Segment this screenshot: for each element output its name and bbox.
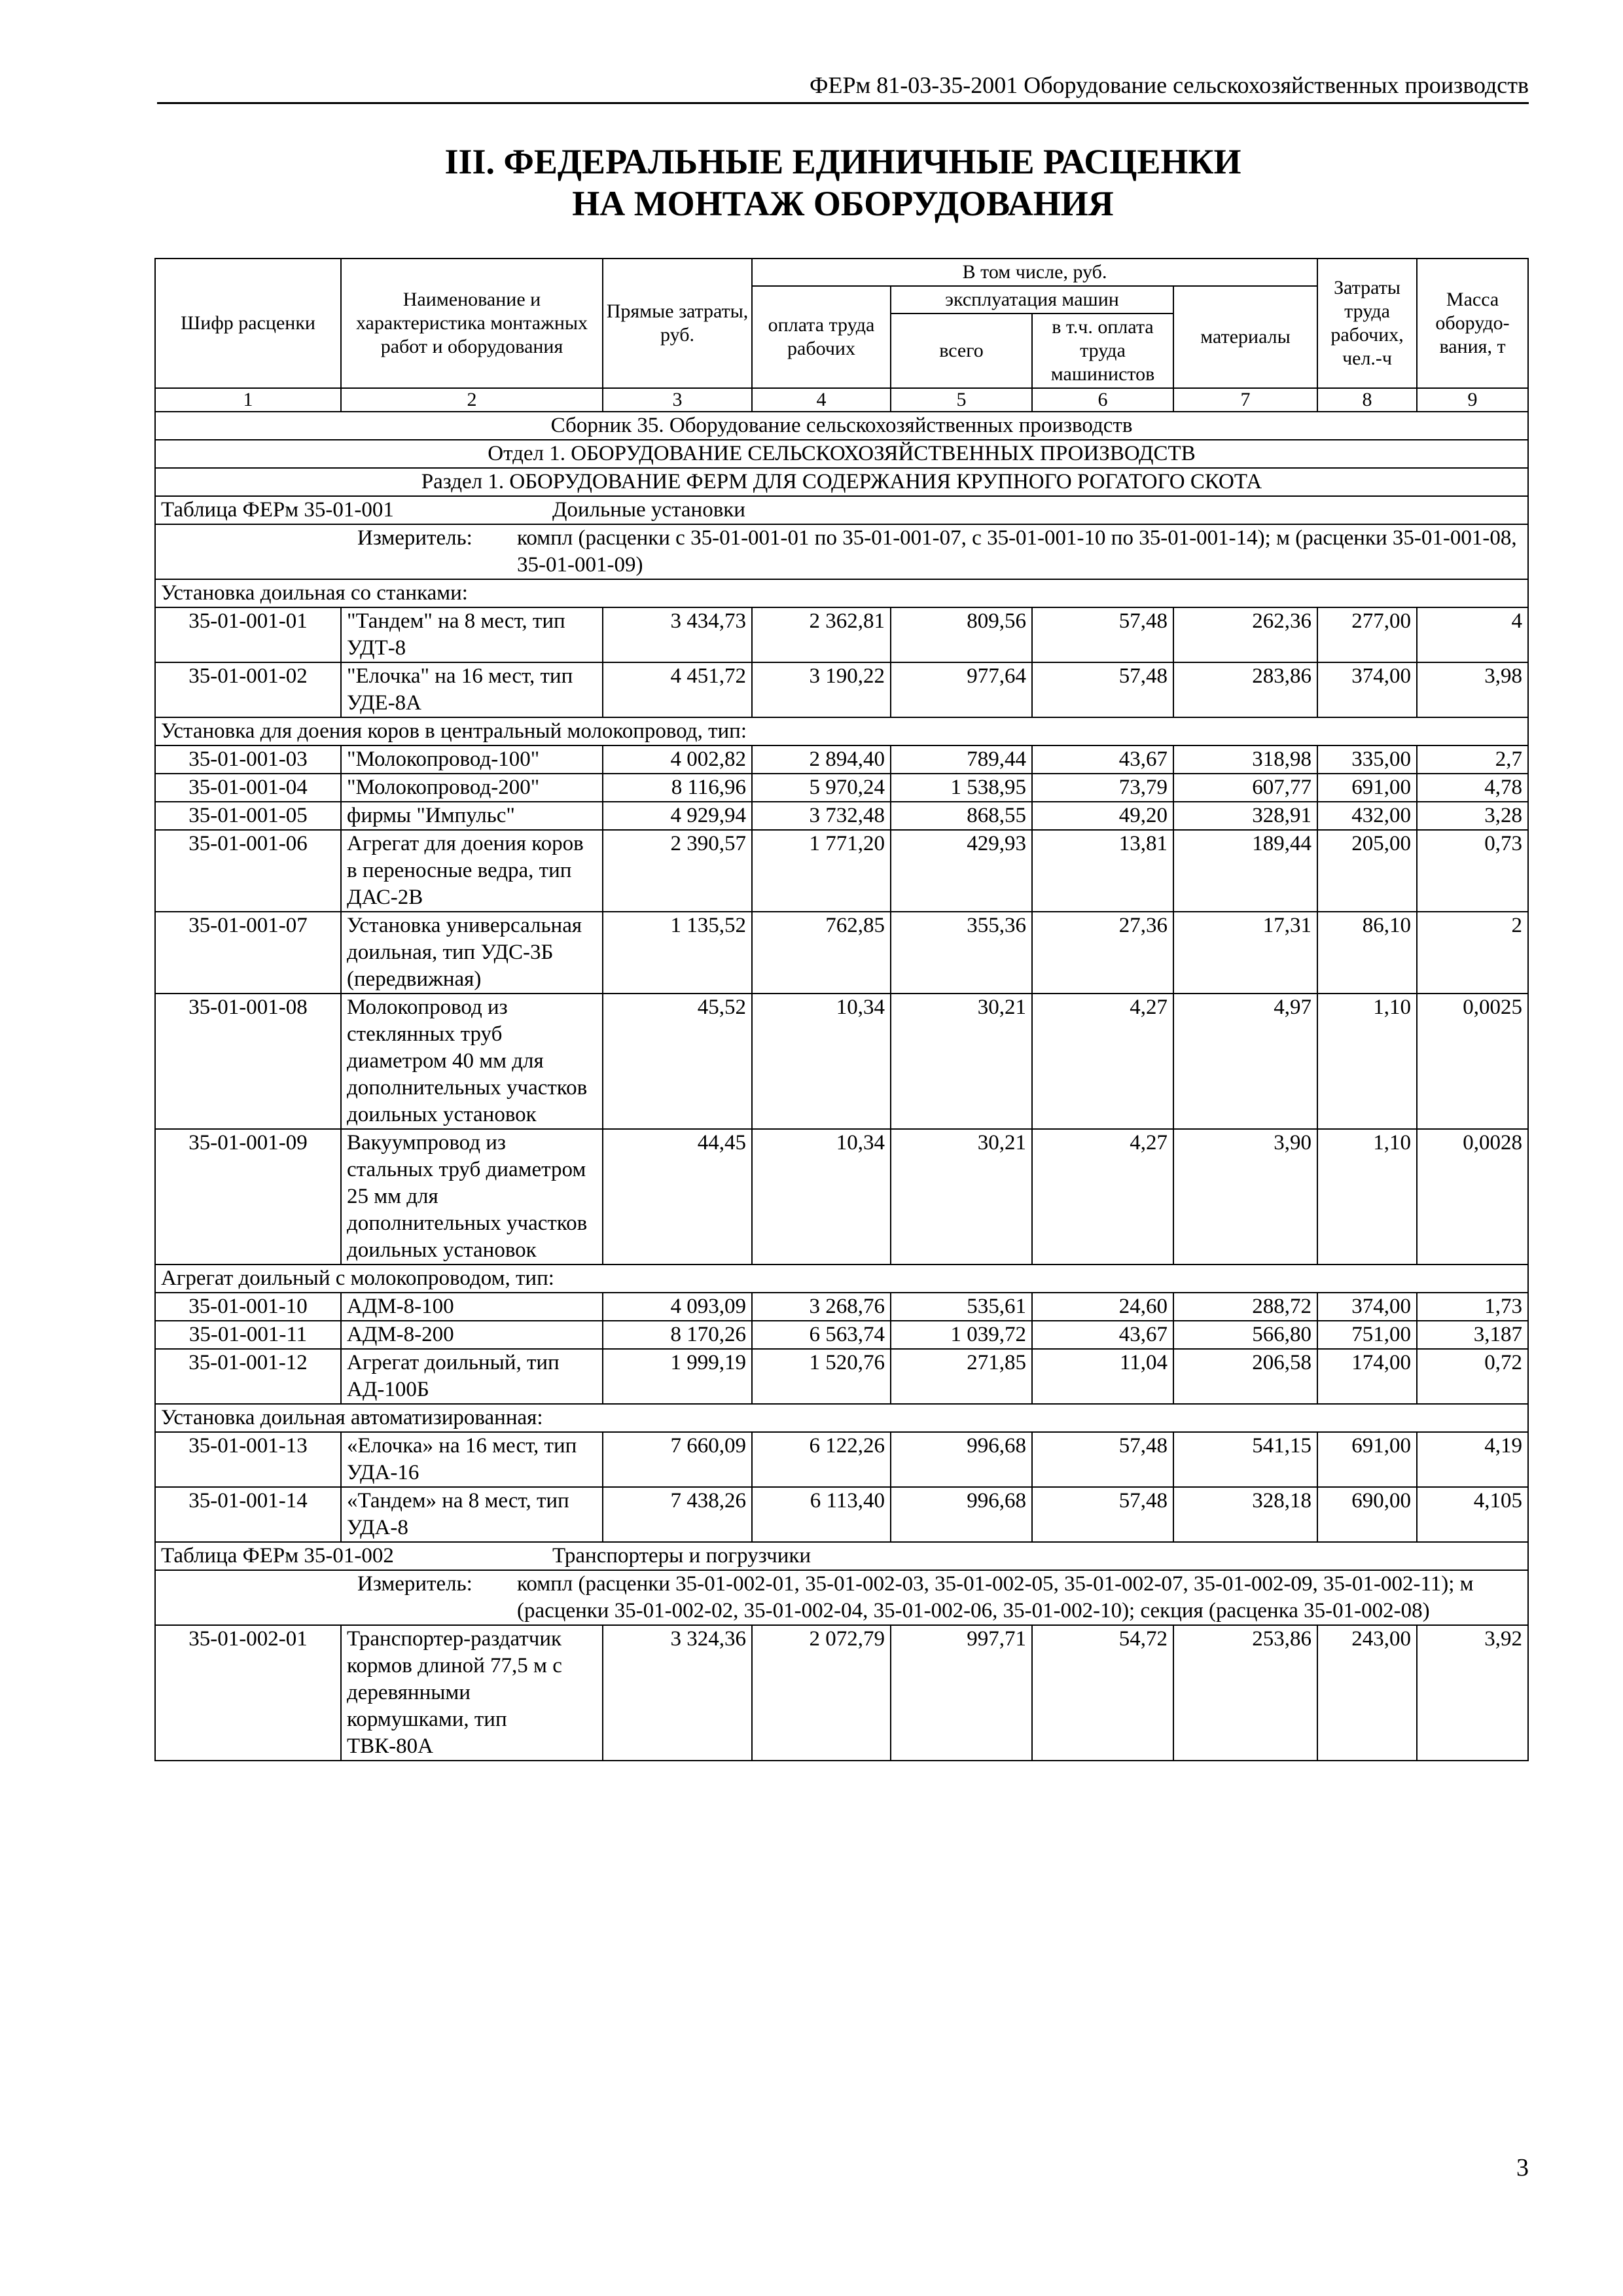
labor-pay: 3 732,48 bbox=[752, 802, 891, 830]
rate-code: 35-01-001-09 bbox=[155, 1129, 341, 1265]
materials: 566,80 bbox=[1173, 1321, 1317, 1349]
rate-name: "Елочка" на 16 мест, тип УДЕ-8А bbox=[341, 662, 603, 717]
header-labor-pay: оплата труда рабочих bbox=[752, 286, 891, 388]
materials: 328,91 bbox=[1173, 802, 1317, 830]
rate-code: 35-01-001-07 bbox=[155, 912, 341, 994]
table-row bbox=[155, 1129, 1528, 1265]
column-number: 1 bbox=[155, 388, 341, 412]
materials: 283,86 bbox=[1173, 662, 1317, 717]
direct-costs: 8 116,96 bbox=[603, 774, 752, 802]
machines-total: 1 039,72 bbox=[891, 1321, 1032, 1349]
machinists-pay: 49,20 bbox=[1032, 802, 1173, 830]
table-title: Транспортеры и погрузчики bbox=[552, 1544, 812, 1568]
materials: 206,58 bbox=[1173, 1349, 1317, 1404]
direct-costs: 4 093,09 bbox=[603, 1293, 752, 1321]
page-title-line-1: III. ФЕДЕРАЛЬНЫЕ ЕДИНИЧНЫЕ РАСЦЕНКИ bbox=[444, 142, 1241, 181]
table-row bbox=[155, 802, 1528, 830]
table-row bbox=[155, 912, 1528, 994]
table-caption bbox=[155, 496, 1528, 524]
column-number: 7 bbox=[1173, 388, 1317, 412]
table-row bbox=[155, 994, 1528, 1129]
rate-code: 35-01-001-13 bbox=[155, 1432, 341, 1487]
machines-total: 355,36 bbox=[891, 912, 1032, 994]
rate-name: "Молокопровод-200" bbox=[341, 774, 603, 802]
machines-total: 789,44 bbox=[891, 745, 1032, 774]
machinists-pay: 24,60 bbox=[1032, 1293, 1173, 1321]
labor-pay: 5 970,24 bbox=[752, 774, 891, 802]
machines-total: 868,55 bbox=[891, 802, 1032, 830]
direct-costs: 3 434,73 bbox=[603, 607, 752, 662]
machines-total: 271,85 bbox=[891, 1349, 1032, 1404]
labor-pay: 10,34 bbox=[752, 1129, 891, 1265]
machines-total: 997,71 bbox=[891, 1625, 1032, 1761]
column-number: 2 bbox=[341, 388, 603, 412]
group-row bbox=[155, 1265, 1528, 1293]
table-caption bbox=[155, 1542, 1528, 1570]
measure-label: Измеритель: bbox=[357, 1572, 473, 1596]
header-machines-total: всего bbox=[891, 314, 1032, 388]
machinists-pay: 13,81 bbox=[1032, 830, 1173, 912]
labor-pay: 6 563,74 bbox=[752, 1321, 891, 1349]
materials: 3,90 bbox=[1173, 1129, 1317, 1265]
table-row bbox=[155, 662, 1528, 717]
rates-table bbox=[154, 258, 1529, 1761]
machinists-pay: 11,04 bbox=[1032, 1349, 1173, 1404]
running-header: ФЕРм 81-03-35-2001 Оборудование сельскохозяйственных производств bbox=[157, 71, 1529, 104]
measure-text: компл (расценки 35-01-002-01, 35-01-002-03, 35-01-002-05, 35-01-002-07, 35-01-002-09, 35-01-002-11); м (расценки 35-01-002-02, 35-01-002-04, 35-01-002-06, 35-01-002-10); секция (расценка 35-01-002-08) bbox=[517, 1572, 1474, 1623]
equipment-mass: 3,92 bbox=[1417, 1625, 1528, 1761]
materials: 541,15 bbox=[1173, 1432, 1317, 1487]
group-label: Установка для доения коров в центральный молокопровод, тип: bbox=[155, 717, 1528, 745]
labor-hours: 277,00 bbox=[1317, 607, 1417, 662]
page-title bbox=[157, 141, 1529, 224]
materials: 607,77 bbox=[1173, 774, 1317, 802]
department-heading: Отдел 1. ОБОРУДОВАНИЕ СЕЛЬСКОХОЗЯЙСТВЕННЫХ ПРОИЗВОДСТВ bbox=[155, 440, 1528, 468]
materials: 4,97 bbox=[1173, 994, 1317, 1129]
labor-hours: 432,00 bbox=[1317, 802, 1417, 830]
rate-code: 35-01-001-03 bbox=[155, 745, 341, 774]
equipment-mass: 0,72 bbox=[1417, 1349, 1528, 1404]
rate-name: Установка универсальная доильная, тип УДС-3Б (передвижная) bbox=[341, 912, 603, 994]
measure-label: Измеритель: bbox=[357, 526, 473, 550]
direct-costs: 3 324,36 bbox=[603, 1625, 752, 1761]
direct-costs: 8 170,26 bbox=[603, 1321, 752, 1349]
header-materials: материалы bbox=[1173, 286, 1317, 388]
table-code: Таблица ФЕРм 35-01-002 bbox=[161, 1544, 394, 1568]
direct-costs: 45,52 bbox=[603, 994, 752, 1129]
measure-cell bbox=[155, 1570, 1528, 1625]
equipment-mass: 2,7 bbox=[1417, 745, 1528, 774]
machines-total: 535,61 bbox=[891, 1293, 1032, 1321]
measure-row bbox=[155, 1570, 1528, 1625]
rate-code: 35-01-001-12 bbox=[155, 1349, 341, 1404]
machinists-pay: 57,48 bbox=[1032, 1432, 1173, 1487]
labor-pay: 10,34 bbox=[752, 994, 891, 1129]
header-machines: эксплуатация машин bbox=[891, 286, 1173, 314]
labor-hours: 335,00 bbox=[1317, 745, 1417, 774]
equipment-mass: 4,78 bbox=[1417, 774, 1528, 802]
column-number: 6 bbox=[1032, 388, 1173, 412]
machinists-pay: 4,27 bbox=[1032, 994, 1173, 1129]
labor-hours: 1,10 bbox=[1317, 1129, 1417, 1265]
machines-total: 996,68 bbox=[891, 1432, 1032, 1487]
page-number: 3 bbox=[1516, 2154, 1529, 2181]
machines-total: 977,64 bbox=[891, 662, 1032, 717]
group-row bbox=[155, 579, 1528, 607]
equipment-mass: 1,73 bbox=[1417, 1293, 1528, 1321]
machinists-pay: 57,48 bbox=[1032, 662, 1173, 717]
direct-costs: 4 451,72 bbox=[603, 662, 752, 717]
table-row bbox=[155, 774, 1528, 802]
labor-hours: 174,00 bbox=[1317, 1349, 1417, 1404]
rate-name: АДМ-8-200 bbox=[341, 1321, 603, 1349]
machinists-pay: 4,27 bbox=[1032, 1129, 1173, 1265]
labor-pay: 1 520,76 bbox=[752, 1349, 891, 1404]
measure-text: компл (расценки с 35-01-001-01 по 35-01-001-07, с 35-01-001-10 по 35-01-001-14); м (расценки 35-01-001-08, 35-01-001-09) bbox=[517, 526, 1517, 577]
table-header bbox=[155, 259, 1528, 412]
table-caption-row bbox=[155, 1542, 1528, 1570]
labor-pay: 762,85 bbox=[752, 912, 891, 994]
table-row bbox=[155, 1349, 1528, 1404]
rate-code: 35-01-001-10 bbox=[155, 1293, 341, 1321]
rate-name: Агрегат для доения коров в переносные ведра, тип ДАС-2В bbox=[341, 830, 603, 912]
rate-name: Агрегат доильный, тип АД-100Б bbox=[341, 1349, 603, 1404]
labor-hours: 374,00 bbox=[1317, 662, 1417, 717]
column-number: 3 bbox=[603, 388, 752, 412]
direct-costs: 44,45 bbox=[603, 1129, 752, 1265]
labor-hours: 691,00 bbox=[1317, 1432, 1417, 1487]
table-row bbox=[155, 745, 1528, 774]
rate-code: 35-01-001-11 bbox=[155, 1321, 341, 1349]
direct-costs: 1 135,52 bbox=[603, 912, 752, 994]
rate-code: 35-01-002-01 bbox=[155, 1625, 341, 1761]
machinists-pay: 73,79 bbox=[1032, 774, 1173, 802]
rate-code: 35-01-001-04 bbox=[155, 774, 341, 802]
direct-costs: 4 929,94 bbox=[603, 802, 752, 830]
rate-code: 35-01-001-05 bbox=[155, 802, 341, 830]
rate-name: АДМ-8-100 bbox=[341, 1293, 603, 1321]
group-row bbox=[155, 717, 1528, 745]
equipment-mass: 3,98 bbox=[1417, 662, 1528, 717]
table-caption-row bbox=[155, 496, 1528, 524]
direct-costs: 1 999,19 bbox=[603, 1349, 752, 1404]
rate-name: "Тандем" на 8 мест, тип УДТ-8 bbox=[341, 607, 603, 662]
equipment-mass: 0,0028 bbox=[1417, 1129, 1528, 1265]
materials: 189,44 bbox=[1173, 830, 1317, 912]
equipment-mass: 4,105 bbox=[1417, 1487, 1528, 1542]
machinists-pay: 43,67 bbox=[1032, 1321, 1173, 1349]
machinists-pay: 57,48 bbox=[1032, 1487, 1173, 1542]
table-row bbox=[155, 1487, 1528, 1542]
table-row bbox=[155, 1625, 1528, 1761]
rate-name: «Тандем» на 8 мест, тип УДА-8 bbox=[341, 1487, 603, 1542]
equipment-mass: 4,19 bbox=[1417, 1432, 1528, 1487]
collection-heading: Сборник 35. Оборудование сельскохозяйственных производств bbox=[155, 412, 1528, 440]
labor-hours: 205,00 bbox=[1317, 830, 1417, 912]
labor-hours: 1,10 bbox=[1317, 994, 1417, 1129]
machines-total: 1 538,95 bbox=[891, 774, 1032, 802]
machinists-pay: 43,67 bbox=[1032, 745, 1173, 774]
header-machinists-pay: в т.ч. оплата труда машинистов bbox=[1032, 314, 1173, 388]
column-number: 9 bbox=[1417, 388, 1528, 412]
equipment-mass: 0,0025 bbox=[1417, 994, 1528, 1129]
direct-costs: 4 002,82 bbox=[603, 745, 752, 774]
rate-name: Молокопровод из стеклянных труб диаметром 40 мм для дополнительных участков доильных установок bbox=[341, 994, 603, 1129]
labor-hours: 243,00 bbox=[1317, 1625, 1417, 1761]
rate-name: "Молокопровод-100" bbox=[341, 745, 603, 774]
rate-name: «Елочка» на 16 мест, тип УДА-16 bbox=[341, 1432, 603, 1487]
rate-name: Вакуумпровод из стальных труб диаметром 25 мм для дополнительных участков доильных установок bbox=[341, 1129, 603, 1265]
labor-hours: 690,00 bbox=[1317, 1487, 1417, 1542]
table-title: Доильные установки bbox=[552, 498, 745, 522]
labor-pay: 1 771,20 bbox=[752, 830, 891, 912]
labor-pay: 6 122,26 bbox=[752, 1432, 891, 1487]
labor-hours: 691,00 bbox=[1317, 774, 1417, 802]
labor-pay: 2 362,81 bbox=[752, 607, 891, 662]
header-direct-costs: Прямые затраты, руб. bbox=[603, 259, 752, 388]
table-row bbox=[155, 1293, 1528, 1321]
division-heading: Раздел 1. ОБОРУДОВАНИЕ ФЕРМ ДЛЯ СОДЕРЖАНИЯ КРУПНОГО РОГАТОГО СКОТА bbox=[155, 468, 1528, 496]
column-number: 8 bbox=[1317, 388, 1417, 412]
machines-total: 809,56 bbox=[891, 607, 1032, 662]
labor-pay: 6 113,40 bbox=[752, 1487, 891, 1542]
group-label: Установка доильная со станками: bbox=[155, 579, 1528, 607]
measure-wrap bbox=[161, 525, 1522, 579]
rate-code: 35-01-001-08 bbox=[155, 994, 341, 1129]
table-row bbox=[155, 1432, 1528, 1487]
direct-costs: 2 390,57 bbox=[603, 830, 752, 912]
machines-total: 30,21 bbox=[891, 1129, 1032, 1265]
measure-row bbox=[155, 524, 1528, 579]
machines-total: 996,68 bbox=[891, 1487, 1032, 1542]
equipment-mass: 3,28 bbox=[1417, 802, 1528, 830]
materials: 328,18 bbox=[1173, 1487, 1317, 1542]
header-including: В том числе, руб. bbox=[752, 259, 1317, 286]
column-numbers-row bbox=[155, 388, 1528, 412]
table-code: Таблица ФЕРм 35-01-001 bbox=[161, 498, 394, 522]
rate-code: 35-01-001-06 bbox=[155, 830, 341, 912]
labor-pay: 3 268,76 bbox=[752, 1293, 891, 1321]
header-mass: Масса оборудо-вания, т bbox=[1417, 259, 1528, 388]
labor-pay: 2 894,40 bbox=[752, 745, 891, 774]
header-name: Наименование и характеристика монтажных работ и оборудования bbox=[341, 259, 603, 388]
labor-hours: 751,00 bbox=[1317, 1321, 1417, 1349]
machinists-pay: 54,72 bbox=[1032, 1625, 1173, 1761]
materials: 318,98 bbox=[1173, 745, 1317, 774]
page-title-line-2: НА МОНТАЖ ОБОРУДОВАНИЯ bbox=[572, 184, 1114, 223]
table-row bbox=[155, 607, 1528, 662]
materials: 17,31 bbox=[1173, 912, 1317, 994]
table-row bbox=[155, 830, 1528, 912]
measure-wrap bbox=[161, 1571, 1522, 1624]
machines-total: 429,93 bbox=[891, 830, 1032, 912]
rate-code: 35-01-001-01 bbox=[155, 607, 341, 662]
rate-code: 35-01-001-14 bbox=[155, 1487, 341, 1542]
labor-hours: 86,10 bbox=[1317, 912, 1417, 994]
machinists-pay: 27,36 bbox=[1032, 912, 1173, 994]
column-number: 4 bbox=[752, 388, 891, 412]
rate-code: 35-01-001-02 bbox=[155, 662, 341, 717]
materials: 288,72 bbox=[1173, 1293, 1317, 1321]
equipment-mass: 4 bbox=[1417, 607, 1528, 662]
equipment-mass: 0,73 bbox=[1417, 830, 1528, 912]
direct-costs: 7 438,26 bbox=[603, 1487, 752, 1542]
equipment-mass: 3,187 bbox=[1417, 1321, 1528, 1349]
machinists-pay: 57,48 bbox=[1032, 607, 1173, 662]
measure-cell bbox=[155, 524, 1528, 579]
materials: 253,86 bbox=[1173, 1625, 1317, 1761]
table-row bbox=[155, 1321, 1528, 1349]
labor-pay: 2 072,79 bbox=[752, 1625, 891, 1761]
labor-hours: 374,00 bbox=[1317, 1293, 1417, 1321]
group-label: Агрегат доильный с молокопроводом, тип: bbox=[155, 1265, 1528, 1293]
rate-name: Транспортер-раздатчик кормов длиной 77,5 м с деревянными кормушками, тип ТВК-80А bbox=[341, 1625, 603, 1761]
header-code: Шифр расценки bbox=[155, 259, 341, 388]
labor-pay: 3 190,22 bbox=[752, 662, 891, 717]
equipment-mass: 2 bbox=[1417, 912, 1528, 994]
rate-name: фирмы "Импульс" bbox=[341, 802, 603, 830]
materials: 262,36 bbox=[1173, 607, 1317, 662]
direct-costs: 7 660,09 bbox=[603, 1432, 752, 1487]
machines-total: 30,21 bbox=[891, 994, 1032, 1129]
group-label: Установка доильная автоматизированная: bbox=[155, 1404, 1528, 1432]
column-number: 5 bbox=[891, 388, 1032, 412]
group-row bbox=[155, 1404, 1528, 1432]
header-labor-cost: Затраты труда рабочих, чел.-ч bbox=[1317, 259, 1417, 388]
table-body bbox=[155, 412, 1528, 1761]
